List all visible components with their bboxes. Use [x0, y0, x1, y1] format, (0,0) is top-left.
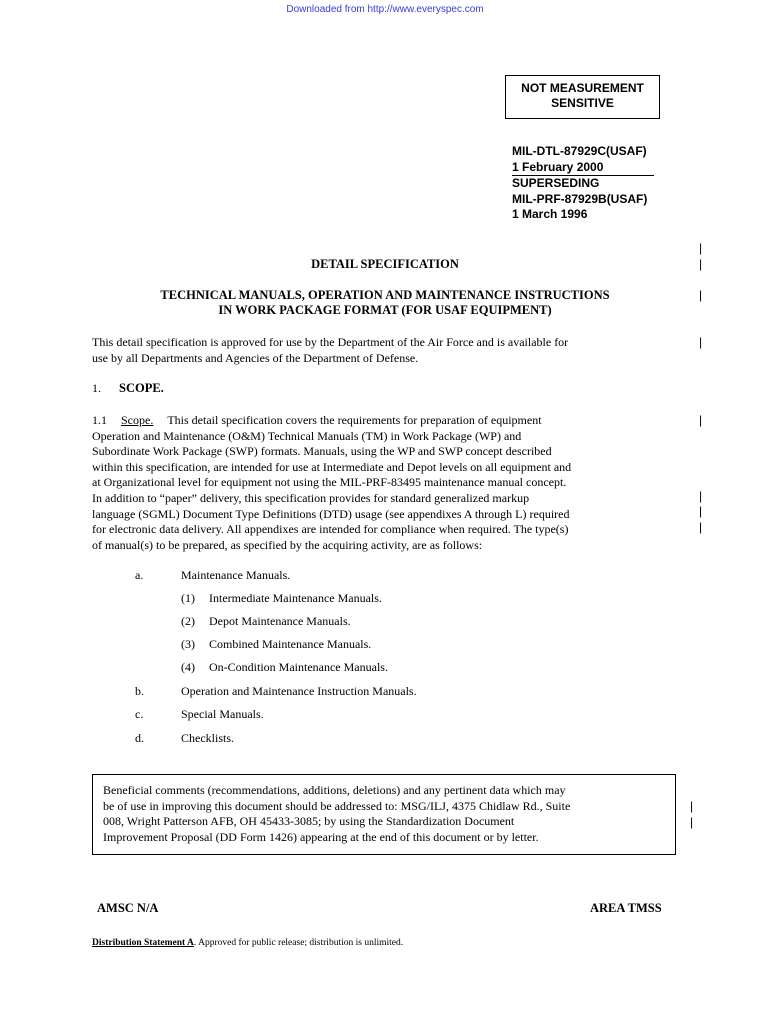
- measurement-box-line1: NOT MEASUREMENT: [521, 81, 644, 95]
- sublist-item-3: Combined Maintenance Manuals.: [209, 637, 372, 651]
- distribution-statement: [92, 938, 403, 948]
- measurement-box-line2: SENSITIVE: [551, 96, 614, 110]
- scope-line: language (SGML) Document Type Definitions (DTD) usage (see appendixes A through L) required: [92, 506, 570, 521]
- list-label-d: d.: [135, 731, 144, 745]
- scope-line: In addition to “paper” delivery, this specification provides for standard generalized markup: [92, 490, 530, 505]
- scope-line: Operation and Maintenance (O&M) Technical Manuals (TM) in Work Package (WP) and: [92, 428, 522, 443]
- change-bar: |: [690, 799, 694, 813]
- measurement-sensitivity-box: [505, 75, 660, 119]
- distribution-label: Distribution Statement A: [92, 938, 194, 948]
- sublist-label-2: (2): [181, 614, 195, 628]
- superseded-date: 1 March 1996: [512, 207, 588, 221]
- doc-date: 1 February 2000: [512, 160, 654, 177]
- comments-line: 008, Wright Patterson AFB, OH 45433-3085; by using the Standardization Document: [103, 814, 515, 829]
- title-line-1: TECHNICAL MANUALS, OPERATION AND MAINTENANCE INSTRUCTIONS: [160, 288, 610, 302]
- scope-line: at Organizational level for equipment not using the MIL-PRF-83495 maintenance manual concept.: [92, 475, 567, 490]
- sublist-item-2: Depot Maintenance Manuals.: [209, 614, 351, 628]
- change-bar: |: [690, 815, 694, 829]
- list-item-c: Special Manuals.: [181, 707, 264, 721]
- scope-line: of manual(s) to be prepared, as specified by the acquiring activity, are as follows:: [92, 537, 483, 552]
- scope-line-1: This detail specification covers the requirements for preparation of equipment: [167, 413, 542, 427]
- superseding-label: SUPERSEDING: [512, 176, 600, 190]
- download-source-link[interactable]: Downloaded from http://www.everyspec.com: [286, 4, 484, 15]
- approval-statement: This detail specification is approved for use by the Department of the Air Force and is available for use by all Departments and Agencies of the Department of Defense.: [92, 335, 569, 365]
- title-line-2: IN WORK PACKAGE FORMAT (FOR USAF EQUIPMENT): [218, 303, 552, 317]
- superseded-number: MIL-PRF-87929B(USAF): [512, 191, 648, 206]
- list-item-a: Maintenance Manuals.: [181, 568, 291, 582]
- sublist-item-4: On-Condition Maintenance Manuals.: [209, 660, 388, 674]
- change-bar: |: [699, 257, 703, 271]
- list-item-d: Checklists.: [181, 731, 234, 745]
- doc-number: MIL-DTL-87929C(USAF): [512, 144, 647, 158]
- sublist-label-4: (4): [181, 660, 195, 674]
- change-bar: |: [699, 489, 703, 503]
- scope-line: Subordinate Work Package (SWP) formats. Manuals, using the WP and SWP concept described: [92, 444, 552, 459]
- list-label-b: b.: [135, 684, 144, 698]
- section-title: SCOPE.: [119, 381, 164, 395]
- sublist-label-3: (3): [181, 637, 195, 651]
- comments-line: Improvement Proposal (DD Form 1426) appearing at the end of this document or by letter.: [103, 829, 539, 844]
- section-number: 1.: [92, 381, 101, 395]
- scope-number: 1.1: [92, 413, 107, 427]
- area-label: AREA TMSS: [590, 901, 662, 915]
- list-item-b: Operation and Maintenance Instruction Manuals.: [181, 684, 417, 698]
- change-bar: |: [699, 520, 703, 534]
- document-id-block: [512, 144, 654, 223]
- change-bar: |: [699, 413, 703, 427]
- comments-box: [92, 774, 676, 855]
- sublist-label-1: (1): [181, 591, 195, 605]
- change-bar: |: [699, 241, 703, 255]
- scope-heading: Scope.: [121, 413, 154, 427]
- scope-line: for electronic data delivery. All appendixes are intended for compliance when required. The type(s): [92, 522, 569, 537]
- comments-line: Beneficial comments (recommendations, additions, deletions) and any pertinent data which may: [103, 783, 566, 797]
- comments-line: be of use in improving this document should be addressed to: MSG/ILJ, 4375 Chidlaw Rd., Suite: [103, 798, 571, 813]
- scope-paragraph: [92, 413, 571, 553]
- amsc-label: AMSC N/A: [97, 901, 159, 915]
- change-bar: |: [699, 504, 703, 518]
- sublist-item-1: Intermediate Maintenance Manuals.: [209, 591, 382, 605]
- scope-line: within this specification, are intended for use at Intermediate and Depot levels on all equipment and: [92, 459, 572, 474]
- distribution-text: . Approved for public release; distribution is unlimited.: [193, 938, 404, 948]
- spec-type-heading: DETAIL SPECIFICATION: [311, 257, 459, 271]
- list-label-c: c.: [135, 707, 144, 721]
- change-bar: |: [699, 335, 703, 349]
- change-bar: |: [699, 288, 703, 302]
- list-label-a: a.: [135, 568, 144, 582]
